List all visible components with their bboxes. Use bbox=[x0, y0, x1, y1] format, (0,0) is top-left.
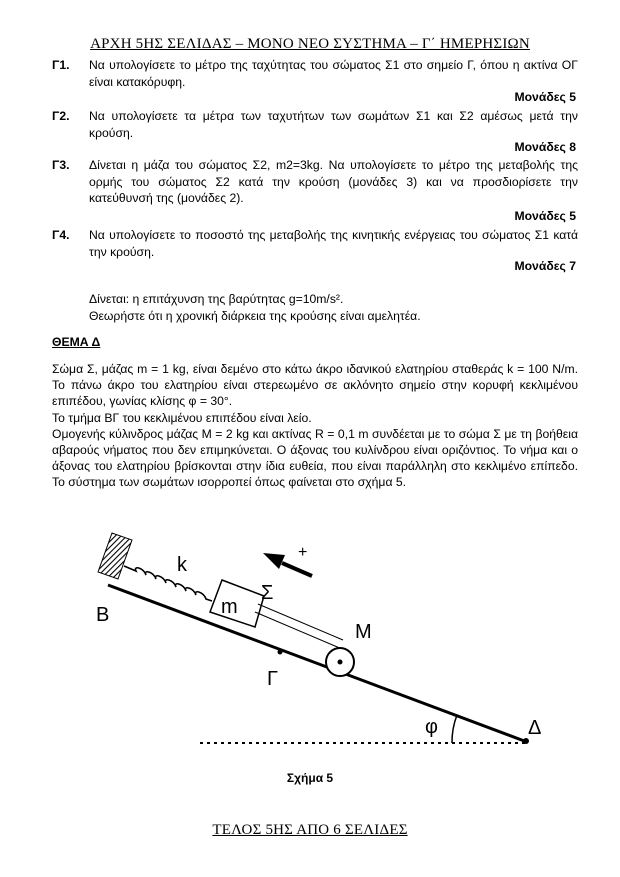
marks-g4: Μονάδες 7 bbox=[514, 259, 576, 273]
theme-title: ΘΕΜΑ Δ bbox=[52, 335, 101, 349]
wall-hatched bbox=[98, 533, 132, 579]
angle-arc bbox=[452, 715, 457, 743]
question-label: Γ1. bbox=[52, 58, 70, 72]
given-line-2: Θεωρήστε ότι η χρονική διάρκεια της κρούσης είναι αμελητέα. bbox=[89, 309, 421, 323]
cylinder-axis bbox=[338, 660, 343, 665]
label-m: m bbox=[221, 596, 238, 618]
label-B: Β bbox=[96, 604, 110, 626]
figure-caption: Σχήμα 5 bbox=[286, 771, 334, 785]
question-text: Να υπολογίσετε το ποσοστό της μεταβολής της κινητικής ενέργειας του σώματος Σ1 κατά την κρούση. bbox=[89, 228, 578, 259]
label-delta: Δ bbox=[528, 717, 542, 739]
label-sigma: Σ bbox=[261, 582, 274, 604]
label-gamma: Γ bbox=[267, 668, 279, 690]
incline-line bbox=[108, 585, 527, 742]
direction-arrow bbox=[282, 563, 312, 576]
question-label: Γ3. bbox=[52, 158, 70, 172]
question-label: Γ4. bbox=[52, 228, 70, 242]
label-phi: φ bbox=[425, 716, 438, 738]
paragraph-1: Σώμα Σ, μάζας m = 1 kg, είναι δεμένο στο κάτω άκρο ιδανικού ελατηρίου σταθεράς k = 100 N/m. Το πάνω άκρο του ελατηρίου είναι στερεωμένο σε ακλόνητο σημείο στην κορυφή κεκλιμένου επιπέδου, γωνίας κλίσης φ = 30°. bbox=[52, 362, 578, 408]
given-line-1: Δίνεται: η επιτάχυνση της βαρύτητας g=10m/s². bbox=[89, 292, 344, 306]
question-text: Να υπολογίσετε το μέτρο της ταχύτητας του σώματος Σ1 στο σημείο Γ, όπου η ακτίνα ΟΓ είναι κατακόρυφη. bbox=[89, 58, 578, 89]
page-footer: ΤΕΛΟΣ 5ΗΣ ΑΠΟ 6 ΣΕΛΙΔΕΣ bbox=[212, 822, 408, 838]
marks-g2: Μονάδες 8 bbox=[514, 140, 576, 154]
point-gamma bbox=[278, 650, 283, 655]
label-M: Μ bbox=[355, 621, 372, 643]
label-k: k bbox=[177, 554, 187, 576]
marks-g3: Μονάδες 5 bbox=[514, 209, 576, 223]
marks-g1: Μονάδες 5 bbox=[514, 90, 576, 104]
question-text: Δίνεται η μάζα του σώματος Σ2, m2=3kg. Να υπολογίσετε το μέτρο της μεταβολής της ορμής του σώματος Σ2 κατά την κρούση (μονάδες 3) και να προσδιορίσετε την κατεύθυνσή της (μονάδες 2). bbox=[89, 158, 578, 205]
paragraph-2: Το τμήμα ΒΓ του κεκλιμένου επιπέδου είναι λείο. bbox=[52, 411, 312, 425]
string bbox=[258, 604, 343, 640]
paragraph-3: Ομογενής κύλινδρος μάζας Μ = 2 kg και ακτίνας R = 0,1 m συνδέεται με το σώμα Σ με τη βοήθεια αβαρούς νήματος που δεν επιμηκύνεται. Ο άξονας του κυλίνδρου είναι οριζόντιος. Το νήμα και ο άξονας του ελατηρίου βρίσκονται στην ίδια ευθεία, που είναι παράλληλη στο κεκλιμένο επίπεδο. Το σύστημα των σωμάτων ισορροπεί όπως φαίνεται στο σχήμα 5. bbox=[52, 427, 578, 489]
question-text: Να υπολογίσετε τα μέτρα των ταχυτήτων των σωμάτων Σ1 και Σ2 αμέσως μετά την κρούση. bbox=[89, 109, 578, 140]
label-plus: + bbox=[298, 544, 308, 561]
page-header: ΑΡΧΗ 5ΗΣ ΣΕΛΙΔΑΣ – ΜΟΝΟ ΝΕΟ ΣΥΣΤΗΜΑ – Γ΄ ΗΜΕΡΗΣΙΩΝ bbox=[90, 36, 530, 52]
question-label: Γ2. bbox=[52, 109, 70, 123]
direction-arrowhead bbox=[263, 553, 285, 569]
